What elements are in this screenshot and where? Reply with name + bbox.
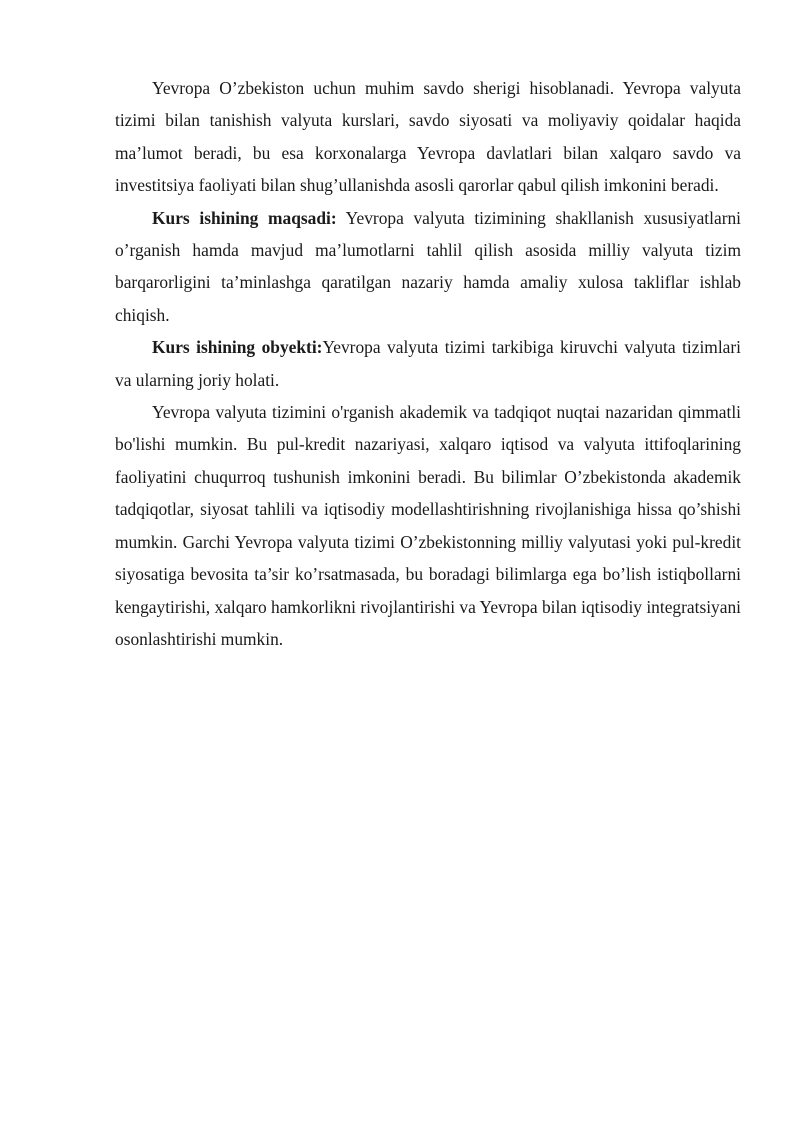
paragraph-research-value	[115, 396, 741, 655]
paragraph-course-goal	[115, 202, 741, 332]
paragraph-course-object	[115, 331, 741, 396]
paragraph-text: Yevropa valyuta tizimi tarkibiga kiruvchi valyuta tizimlari va ularning joriy holati.	[115, 337, 741, 390]
paragraph-lead: Kurs ishining maqsadi:	[152, 207, 337, 228]
paragraph-text: Yevropa valyuta tizimini o'rganish akademik va tadqiqot nuqtai nazaridan qimmatli bo'lishi mumkin. Bu pul-kredit nazariyasi, xalqaro iqtisod va valyuta ittifoqlarining faoliyatini chuqurroq tushunish imkonini beradi. Bu bilimlar O’zbekistonda akademik tadqiqotlar, siyosat tahlili va iqtisodiy modellashtirishning rivojlanishiga hissa qo’shishi mumkin. Garchi Yevropa valyuta tizimi O’zbekistonning milliy valyutasi yoki pul-kredit siyosatiga bevosita ta’sir ko’rsatmasada, bu boradagi bilimlarga ega bo’lish istiqbollarni kengaytirishi, xalqaro hamkorlikni rivojlantirishi va Yevropa bilan iqtisodiy integratsiyani osonlashtirishi mumkin.	[115, 402, 741, 649]
paragraph-lead: Kurs ishining obyekti:	[152, 337, 323, 358]
paragraph-intro	[115, 72, 741, 202]
document-body	[115, 72, 741, 655]
paragraph-text: Yevropa valyuta tizimining shakllanish xususiyatlarni o’rganish hamda mavjud ma’lumotlarni tahlil qilish asosida milliy valyuta tizim barqarorligini ta’minlashga qaratilgan nazariy hamda amaliy xulosa takliflar ishlab chiqish.	[115, 207, 742, 325]
paragraph-text: Yevropa O’zbekiston uchun muhim savdo sherigi hisoblanadi. Yevropa valyuta tizimi bilan tanishish valyuta kurslari, savdo siyosati va moliyaviy qoidalar haqida ma’lumot beradi, bu esa korxonalarga Yevropa davlatlari bilan xalqaro savdo va investitsiya faoliyati bilan shug’ullanishda asosli qarorlar qabul qilish imkonini beradi.	[115, 78, 741, 196]
